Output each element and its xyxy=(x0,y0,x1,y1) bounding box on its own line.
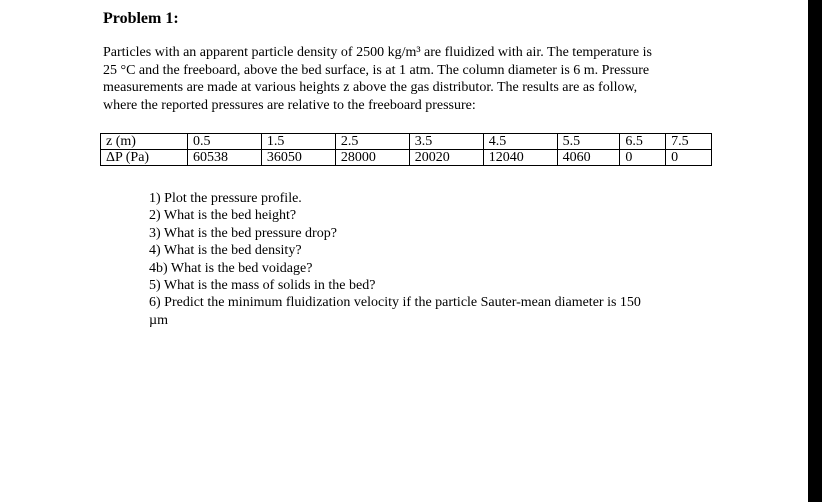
question-item: 1) Plot the pressure profile. xyxy=(149,191,302,206)
table-cell: 3.5 xyxy=(409,134,483,150)
table-cell: 60538 xyxy=(187,150,261,166)
table-cell: 6.5 xyxy=(620,134,666,150)
table-header-z: z (m) xyxy=(101,134,188,150)
table-cell: 4.5 xyxy=(483,134,557,150)
question-item: 5) What is the mass of solids in the bed? xyxy=(149,278,376,294)
table-row-z xyxy=(101,134,712,150)
table-cell: 5.5 xyxy=(557,134,620,150)
table-cell: 4060 xyxy=(557,150,620,166)
question-item: 6) Predict the minimum fluidization velocity if the particle Sauter-mean diameter is 150 xyxy=(149,295,641,311)
statement-line: measurements are made at various heights z above the gas distributor. The results are as follow, xyxy=(103,80,638,95)
table-cell: 0.5 xyxy=(187,134,261,150)
table-row-pressure xyxy=(101,150,712,166)
table-cell: 0 xyxy=(620,150,666,166)
statement-line: where the reported pressures are relative to the freeboard pressure: xyxy=(103,97,476,113)
table-cell: 36050 xyxy=(261,150,335,166)
problem-statement xyxy=(103,44,715,114)
table-cell: 0 xyxy=(666,150,712,166)
question-item: µm xyxy=(149,312,168,328)
pressure-table xyxy=(100,133,712,166)
question-item: 4b) What is the bed voidage? xyxy=(149,260,313,276)
table-cell: 2.5 xyxy=(335,134,409,150)
table-cell: 7.5 xyxy=(666,134,712,150)
question-list xyxy=(149,190,714,329)
problem-title: Problem 1: xyxy=(103,10,179,27)
question-item: 3) What is the bed pressure drop? xyxy=(149,225,337,241)
table-cell: 1.5 xyxy=(261,134,335,150)
table-cell: 20020 xyxy=(409,150,483,166)
statement-line: 25 °C and the freeboard, above the bed surface, is at 1 atm. The column diameter is 6 m. Pressure xyxy=(103,62,650,78)
table-cell: 28000 xyxy=(335,150,409,166)
question-item: 4) What is the bed density? xyxy=(149,243,302,259)
statement-line: Particles with an apparent particle density of 2500 kg/m³ are fluidized with air. The temperature is xyxy=(103,45,652,60)
table-cell: 12040 xyxy=(483,150,557,166)
table-header-pressure: ΔP (Pa) xyxy=(101,150,188,166)
question-item: 2) What is the bed height? xyxy=(149,208,297,224)
